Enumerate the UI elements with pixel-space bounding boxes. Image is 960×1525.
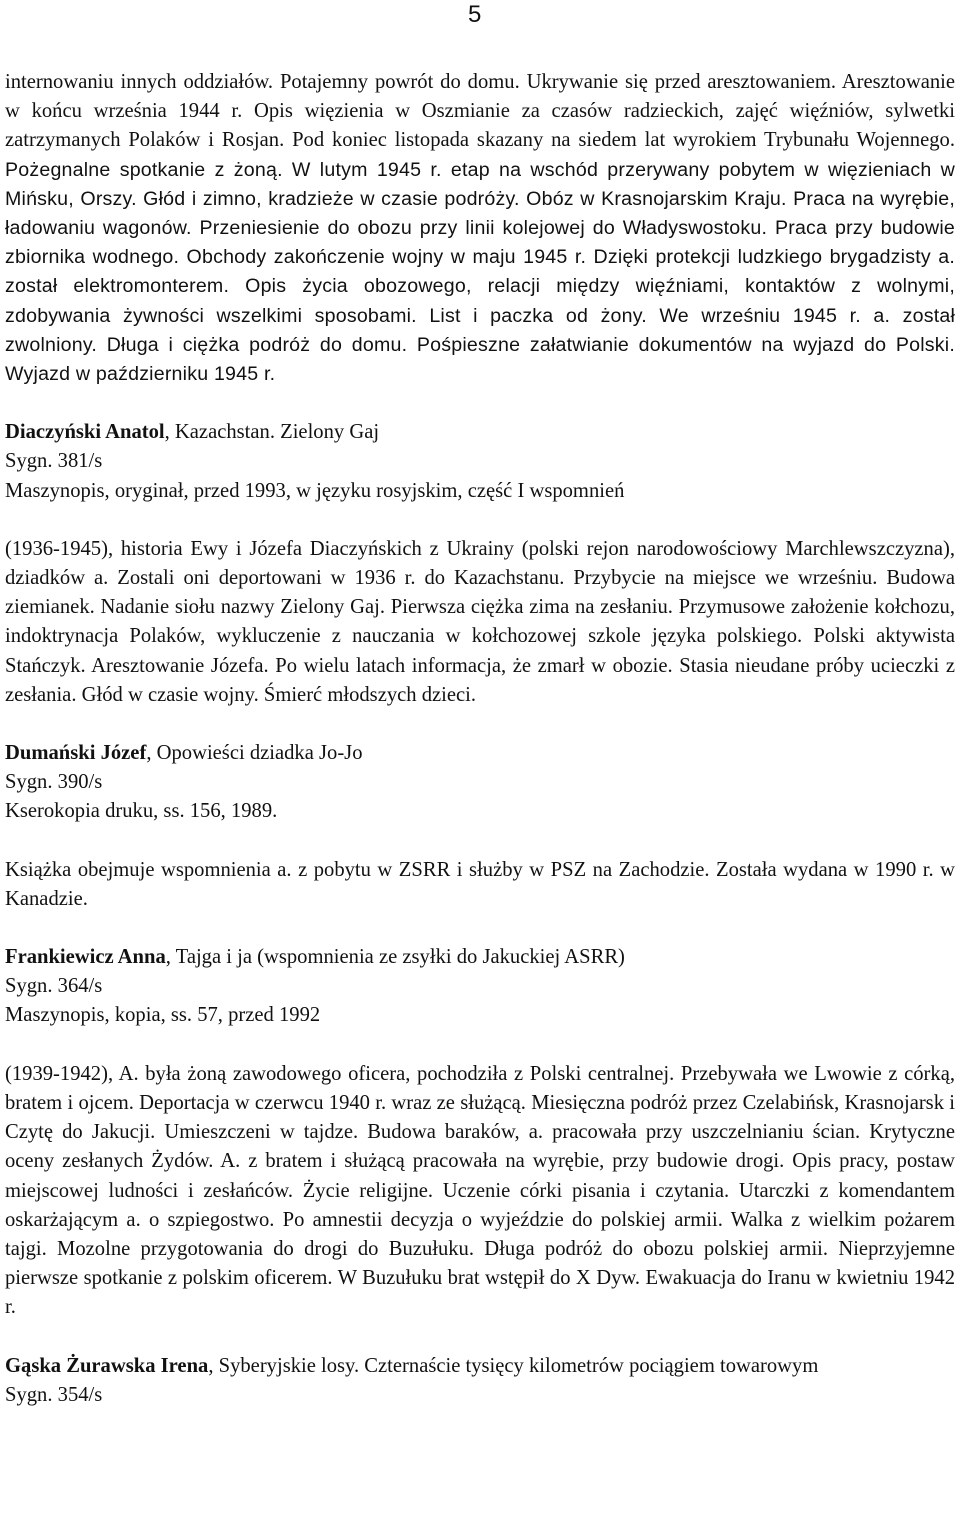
entry-description: (1939-1942), A. była żoną zawodowego oficera, pochodziła z Polski centralnej. Przebywała we Lwowie z córką, bratem i ojcem. Deportacja w czerwcu 1940 r. wraz ze służącą. Miesięczna podróż przez Czelabińsk, Krasnojarsk i Czytę do Jakucji. Umieszczeni w tajdze. Budowa baraków, a. pracowała przy uszczelnianiu ścian. Krytyczne oceny zesłanych Żydów. A. z bratem i służącą pracowała na wyrębie, przy budowie drogi. Opis pracy, postaw miejscowej ludności i zesłańców. Życie religijne. Uczenie córki pisania i czytania. Utarczki z komendantem oskarżającym a. o szpiegostwo. Po amnestii decyzja o wyjeździe do polskiej armii. Walka z wielkim pożarem tajgi. Mozolne przygotowania do drogi do Buzułuku. Długa podróż do obozu polskiej armii. Nieprzyjemne pierwsze spotkanie z polskim oficerem. W Buzułuku brat wstępił do X Dyw. Ewakuacja do Iranu w kwietniu 1942 r. xyxy=(5,1062,955,1319)
continuation-paragraph xyxy=(5,68,955,389)
catalog-entry xyxy=(5,943,955,1322)
entry-heading xyxy=(5,739,955,768)
entry-signature: Sygn. 364/s xyxy=(5,975,103,998)
entry-description: (1936-1945), historia Ewy i Józefa Diaczyńskich z Ukrainy (polski rejon narodowościowy Marchlewszczyzna), dziadków a. Zostali oni deportowani w 1936 r. do Kazachstanu. Przybycie na miejsce we wrześniu. Budowa ziemianek. Nadanie siołu nazwy Zielony Gaj. Pierwsza ciężka zima na zesłaniu. Przymusowe założenie kołchozu, indoktrynacja Polaków, wykluczenie z nauczania w kołchozowej szkole języka polskiego. Polski aktywista Stańczyk. Aresztowanie Józefa. Po wielu latach informacja, że zmarł w obozie. Stasia nieudane próby ucieczki z zesłania. Głód w czasie wojny. Śmierć młodszych dzieci. xyxy=(5,537,955,706)
entry-physical-description: Kserokopia druku, ss. 156, 1989. xyxy=(5,800,278,823)
entry-signature: Sygn. 381/s xyxy=(5,450,103,473)
entry-heading xyxy=(5,1352,955,1381)
continuation-sans-text: Pożegnalne spotkanie z żoną. W lutym 1945 r. etap na wschód przerywany pobytem w więzieniach w Mińsku, Orszy. Głód i zimno, kradzieże w czasie podróży. Obóz w Krasnojarskim Kraju. Praca na wyrębie, ładowaniu wagonów. Przeniesienie do obozu przy linii kolejowej do Władyswostoku. Praca przy budowie zbiornika wodnego. Obchody zakończenie wojny w maju 1945 r. Dzięki protekcji ludzkiego brygadzisty a. został elektromonterem. Opis życia obozowego, relacji między więźniami, kontaktów z wolnymi, zdobywania żywności wszelkimi sposobami. List i paczka od żony. We wrześniu 1945 r. a. został zwolniony. Długa i ciężka podróż do domu. Pośpieszne załatwianie dokumentów na wyjazd do Polski. Wyjazd w październiku 1945 r. xyxy=(5,158,955,386)
entry-heading xyxy=(5,943,955,972)
catalog-entry xyxy=(5,418,955,710)
entry-title: , Tajga i ja (wspomnienia ze zsyłki do Jakuckiej ASRR) xyxy=(165,946,625,969)
entry-author: Diaczyński Anatol xyxy=(5,421,165,444)
entry-signature: Sygn. 390/s xyxy=(5,771,103,794)
entry-signature: Sygn. 354/s xyxy=(5,1383,103,1406)
entry-author: Frankiewicz Anna xyxy=(5,946,166,969)
continuation-serif-text: internowaniu innych oddziałów. Potajemny powrót do domu. Ukrywanie się przed aresztowaniem. Aresztowanie w końcu września 1944 r. Opis więzienia w Oszmianie za czasów radzieckich, zajęć więźniów, sylwetki zatrzymanych Polaków i Rosjan. Pod koniec listopada skazany na siedem lat wyrokiem Trybunału Wojennego. xyxy=(5,71,955,152)
catalog-entry xyxy=(5,1352,955,1410)
entry-physical-description: Maszynopis, kopia, ss. 57, przed 1992 xyxy=(5,1004,321,1027)
entry-author: Gąska Żurawska Irena xyxy=(5,1354,209,1377)
page-number: 5 xyxy=(468,1,482,28)
entry-author: Dumański Józef xyxy=(5,742,147,765)
entry-physical-description: Maszynopis, oryginał, przed 1993, w języku rosyjskim, część I wspomnień xyxy=(5,479,625,502)
entry-description: Książka obejmuje wspomnienia a. z pobytu w ZSRR i służby w PSZ na Zachodzie. Została wydana w 1990 r. w Kanadzie. xyxy=(5,858,955,910)
entry-title: , Opowieści dziadka Jo-Jo xyxy=(146,742,363,765)
entry-heading xyxy=(5,418,955,447)
catalog-text xyxy=(5,68,955,1410)
entry-title: , Syberyjskie losy. Czternaście tysięcy kilometrów pociągiem towarowym xyxy=(208,1354,819,1377)
entry-title: , Kazachstan. Zielony Gaj xyxy=(164,421,380,444)
catalog-entry xyxy=(5,739,955,914)
